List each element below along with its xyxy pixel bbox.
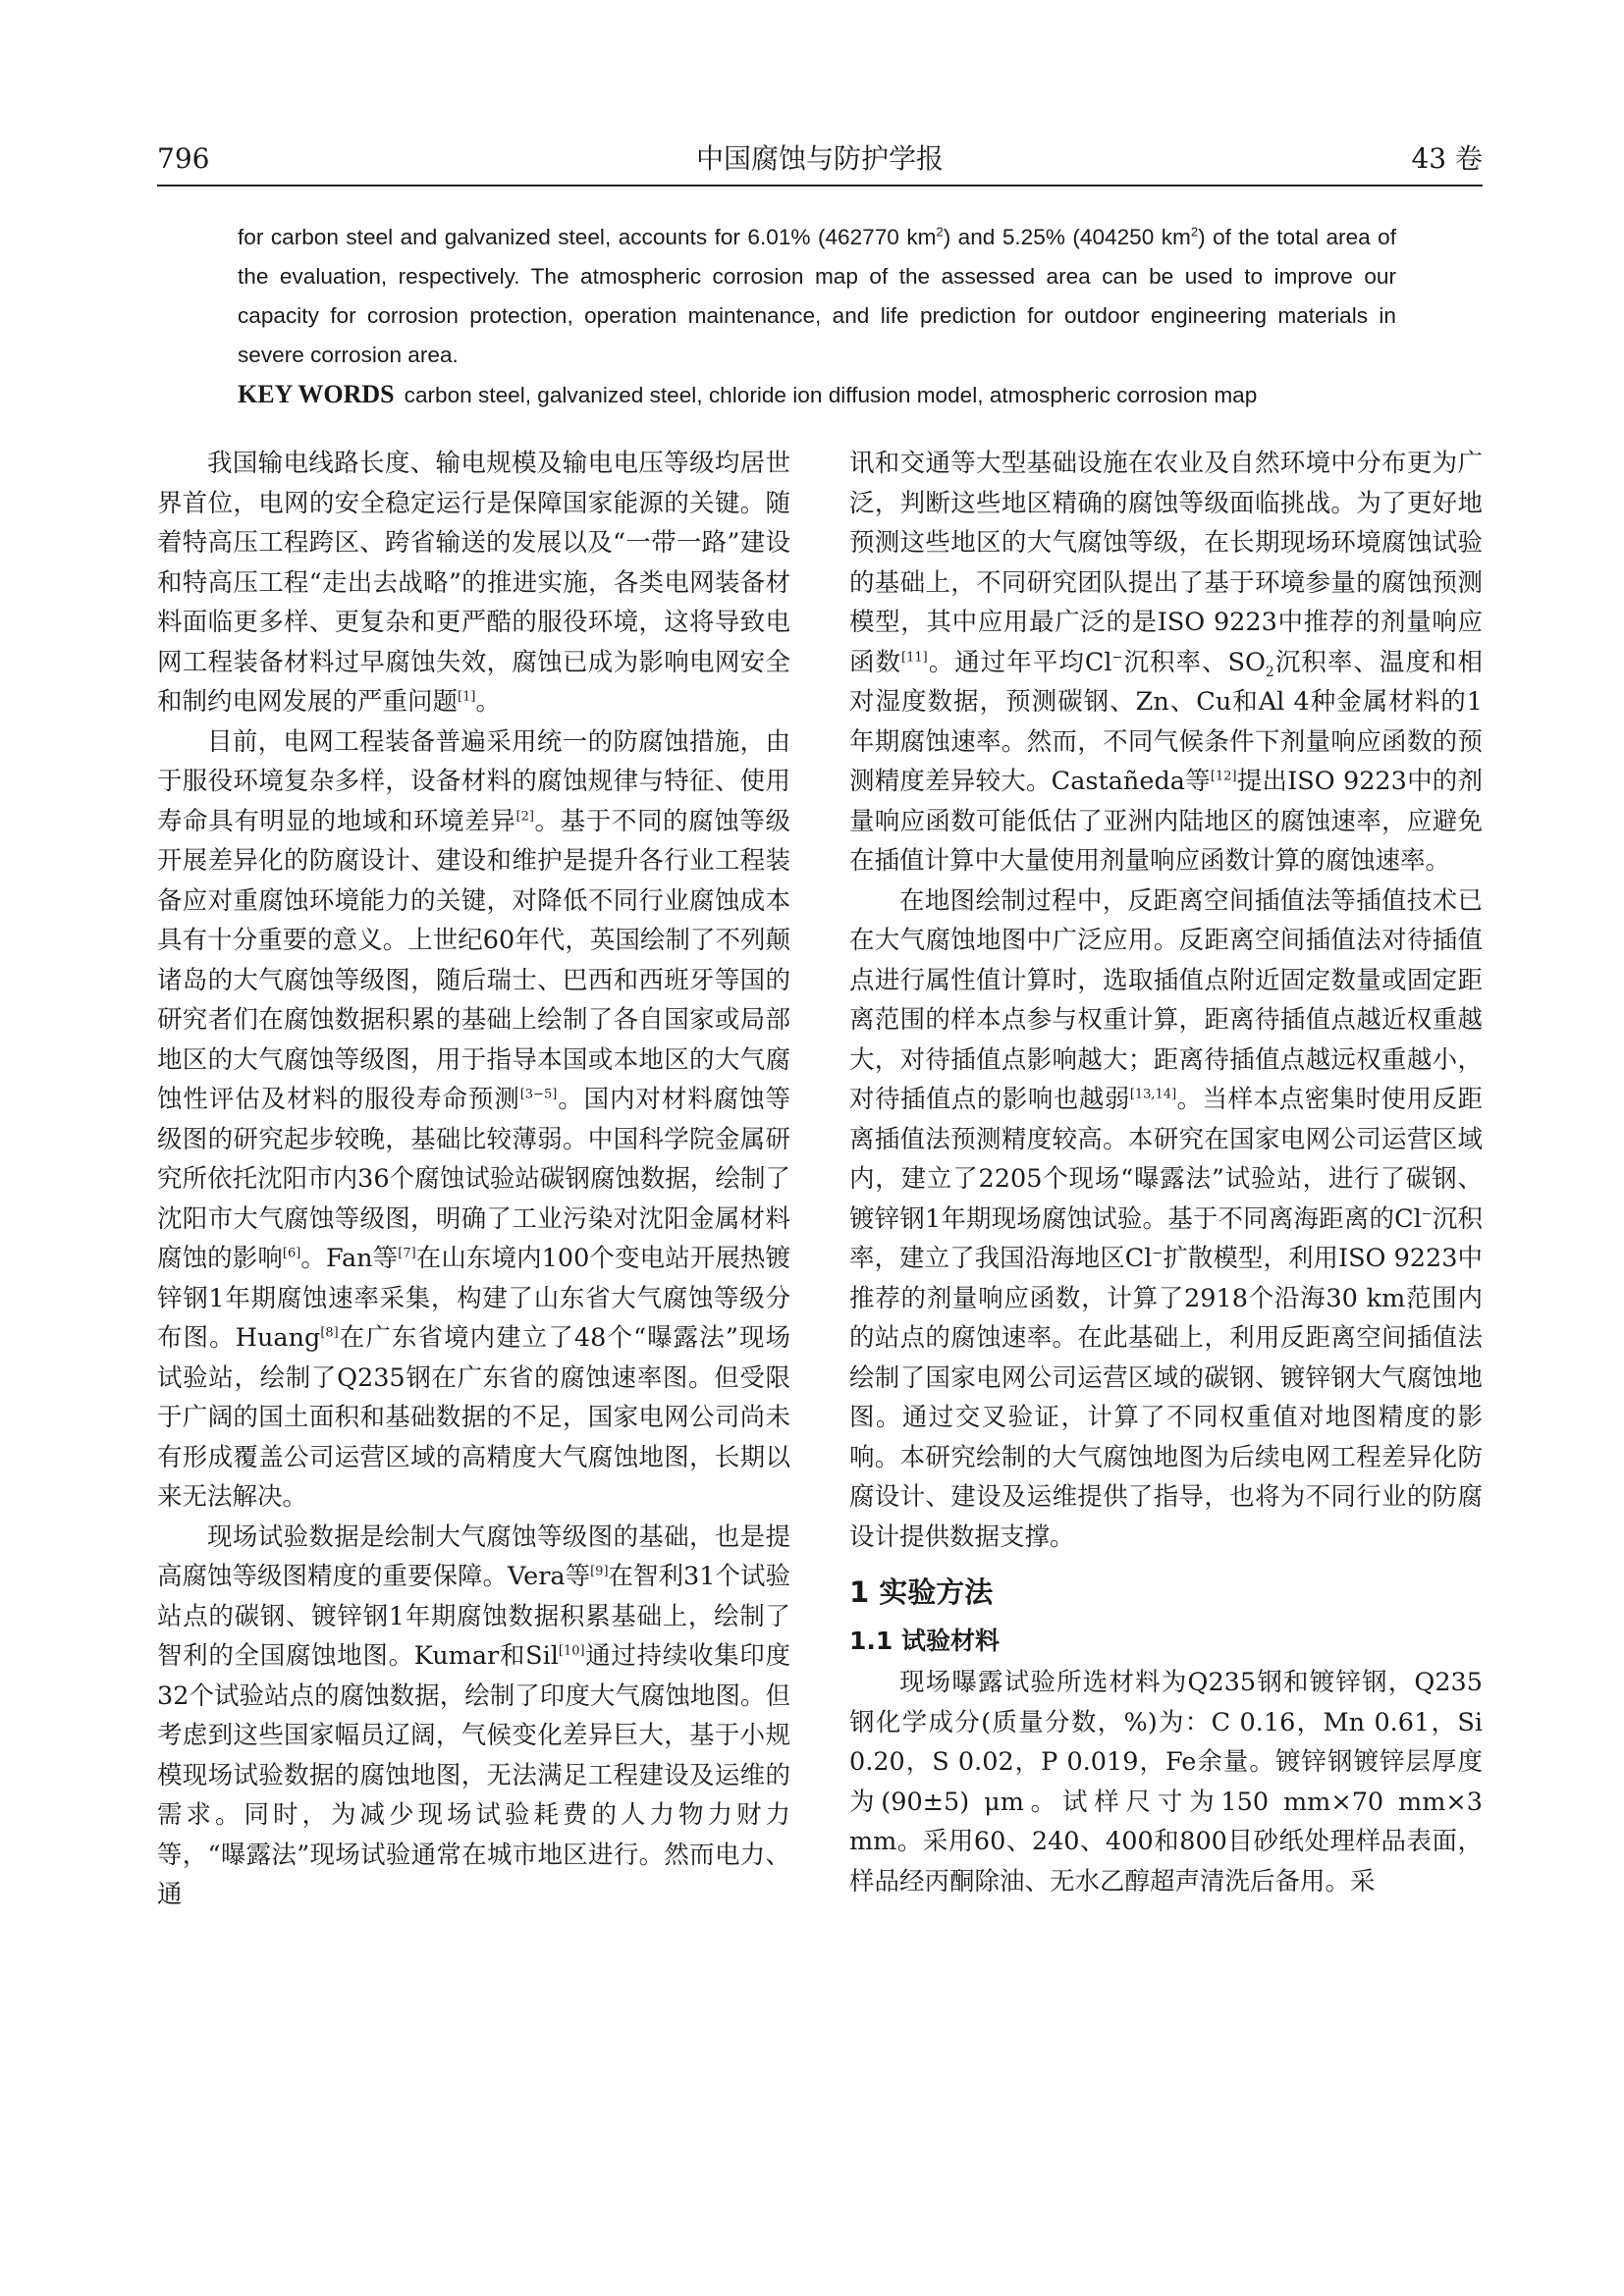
left-column (157, 444, 790, 1915)
keywords-text: carbon steel, galvanized steel, chloride ion diffusion model, atmospheric corrosion map (404, 383, 1258, 407)
paragraph (157, 444, 790, 722)
text: 扩散模型，利用ISO 9223中推荐的剂量响应函数，计算了2918个沿海30 km范围内的站点的腐蚀速率。在此基础上，利用反距离空间插值法绘制了国家电网公司运营区域的碳钢、镀锌钢大气腐蚀地图。通过交叉验证，计算了不同权重值对地图精度的影响。本研究绘制的大气腐蚀地图为后续电网工程差异化防腐设计、建设及运维提供了指导，也将为不同行业的防腐设计提供数据支撑。 (849, 1244, 1484, 1552)
abstract-block (238, 218, 1396, 415)
citation: [8] (320, 1325, 339, 1341)
superscript: − (1421, 1206, 1433, 1221)
text: 沉积率、SO (1122, 647, 1266, 677)
text: 沉积率，建立了我国沿海地区Cl (849, 1203, 1483, 1273)
text: 。当样本点密集时使用反距离插值法预测精度较高。本研究在国家电网公司运营区域内，建立了2205个现场“曝露法”试验站，进行了碳钢、镀锌钢1年期现场腐蚀试验。基于不同离海距离的Cl (849, 1085, 1483, 1234)
paragraph (849, 881, 1483, 1558)
text: 在智利31个试验站点的碳钢、镀锌钢1年期腐蚀数据积累基础上，绘制了智利的全国腐蚀地图。Kumar和Sil (157, 1562, 790, 1671)
text: 在广东省境内建立了48个“曝露法”现场试验站，绘制了Q235钢在广东省的腐蚀速率图。但受限于广阔的国土面积和基础数据的不足，国家电网公司尚未有形成覆盖公司运营区域的高精度大气腐蚀地图，长期以来无法解决。 (157, 1323, 790, 1512)
citation: [2] (515, 809, 534, 824)
text: 讯和交通等大型基础设施在农业及自然环境中分布更为广泛，判断这些地区精确的腐蚀等级面临挑战。为了更好地预测这些地区的大气腐蚀等级，在长期现场环境腐蚀试验的基础上，不同研究团队提出了基于环境参量的腐蚀预测模型，其中应用最广泛的是ISO 9223中推荐的剂量响应函数 (849, 449, 1483, 677)
citation: [1] (458, 689, 476, 705)
citation: [13,14] (1129, 1087, 1177, 1102)
page-number: 796 (157, 142, 210, 175)
citation: [9] (590, 1564, 609, 1579)
keywords-line (238, 375, 1396, 415)
right-column (849, 444, 1483, 1901)
text: 。Fan等 (300, 1244, 399, 1273)
abstract-text-part: for carbon steel and galvanized steel, accounts for 6.01% (462770 km (238, 225, 937, 249)
journal-title: 中国腐蚀与防护学报 (695, 142, 944, 175)
running-header (157, 135, 1483, 187)
text: 。 (475, 687, 501, 717)
text: 通过持续收集印度32个试验站点的腐蚀数据，绘制了印度大气腐蚀地图。但考虑到这些国家幅员辽阔，气候变化差异巨大，基于小规模现场试验数据的腐蚀地图，无法满足工程建设及运维的需求。同时，为减少现场试验耗费的人力物力财力等，“曝露法”现场试验通常在城市地区进行。然而电力、通 (157, 1641, 790, 1909)
text: 沉积率、温度和相对湿度数据，预测碳钢、Zn、Cu和Al 4种金属材料的1年期腐蚀速率。然而，不同气候条件下剂量响应函数的预测精度差异较大。Castañeda等 (849, 647, 1483, 796)
superscript: − (1152, 1246, 1164, 1261)
citation: [3−5] (519, 1087, 558, 1102)
abstract-text (238, 218, 1396, 375)
paragraph (849, 444, 1483, 881)
paragraph (157, 1518, 790, 1915)
text: 目前，电网工程装备普遍采用统一的防腐蚀措施，由于服役环境复杂多样，设备材料的腐蚀规律与特征、使用寿命具有明显的地域和环境差异 (157, 726, 790, 836)
volume-label: 43 卷 (1411, 142, 1483, 175)
citation: [6] (282, 1246, 301, 1261)
text: 。国内对材料腐蚀等级图的研究起步较晚，基础比较薄弱。中国科学院金属研究所依托沈阳市内36个腐蚀试验站碳钢腐蚀数据，绘制了沈阳市大气腐蚀等级图，明确了工业污染对沈阳金属材料腐蚀的影响 (157, 1085, 790, 1273)
section-heading: 1 实验方法 (849, 1575, 994, 1609)
citation: [11] (901, 650, 928, 665)
paragraph: 现场曝露试验所选材料为Q235钢和镀锌钢，Q235钢化学成分(质量分数，%)为：C 0.16，Mn 0.61，Si 0.20，S 0.02，P 0.019，Fe余量。镀锌钢镀锌层厚度为(90±5) μm。试样尺寸为150 mm×70 mm×3 mm。采用60、240、400和800目砂纸处理样品表面，样品经丙酮除油、无水乙醇超声清洗后备用。采 (849, 1668, 1483, 1896)
text: 。通过年平均Cl (927, 647, 1112, 677)
subscript: 2 (1265, 664, 1274, 680)
superscript: 2 (1190, 224, 1199, 240)
abstract-text-part: ) of the total area of the evaluation, respectively. The atmospheric corrosion map of the assessed area can be used to improve our capacity for corrosion protection, operation maintenance, and life prediction for outdoor engineering materials in severe corrosion area. (238, 225, 1396, 367)
citation: [10] (558, 1643, 585, 1659)
abstract-text-part: ) and 5.25% (404250 km (943, 225, 1191, 249)
paragraph (157, 722, 790, 1518)
text: 。基于不同的腐蚀等级开展差异化的防腐设计、建设和维护是提升各行业工程装备应对重腐蚀环境能力的关键，对降低不同行业腐蚀成本具有十分重要的意义。上世纪60年代，英国绘制了不列颠诸岛的大气腐蚀等级图，随后瑞士、巴西和西班牙等国的研究者们在腐蚀数据积累的基础上绘制了各自国家或局部地区的大气腐蚀等级图，用于指导本国或本地区的大气腐蚀性评估及材料的服役寿命预测 (157, 806, 790, 1114)
superscript: 2 (936, 224, 944, 240)
superscript: − (1111, 650, 1123, 665)
text: 提出ISO 9223中的剂量响应函数可能低估了亚洲内陆地区的腐蚀速率，应避免在插值计算中大量使用剂量响应函数计算的腐蚀速率。 (849, 767, 1483, 876)
text: 现场试验数据是绘制大气腐蚀等级图的基础，也是提高腐蚀等级图精度的重要保障。Vera等 (157, 1522, 790, 1591)
citation: [7] (398, 1246, 416, 1261)
text: 在地图绘制过程中，反距离空间插值法等插值技术已在大气腐蚀地图中广泛应用。反距离空间插值法对待插值点进行属性值计算时，选取插值点附近固定数量或固定距离范围的样本点参与权重计算，距离待插值点越近权重越大，对待插值点影响越大；距离待插值点越远权重越小，对待插值点的影响也越弱 (849, 885, 1483, 1114)
keywords-label: KEY WORDS (238, 380, 395, 408)
text: 我国输电线路长度、输电规模及输电电压等级均居世界首位，电网的安全稳定运行是保障国家能源的关键。随着特高压工程跨区、跨省输送的发展以及“一带一路”建设和特高压工程“走出去战略”的推进实施，各类电网装备材料面临更多样、更复杂和更严酷的服役环境，这将导致电网工程装备材料过早腐蚀失效，腐蚀已成为影响电网安全和制约电网发展的严重问题 (157, 449, 790, 717)
citation: [12] (1210, 769, 1237, 784)
subsection-heading: 1.1 试验材料 (849, 1627, 1000, 1655)
text: 在山东境内100个变电站开展热镀锌钢1年期腐蚀速率采集，构建了山东省大气腐蚀等级分布图。Huang (157, 1244, 790, 1353)
